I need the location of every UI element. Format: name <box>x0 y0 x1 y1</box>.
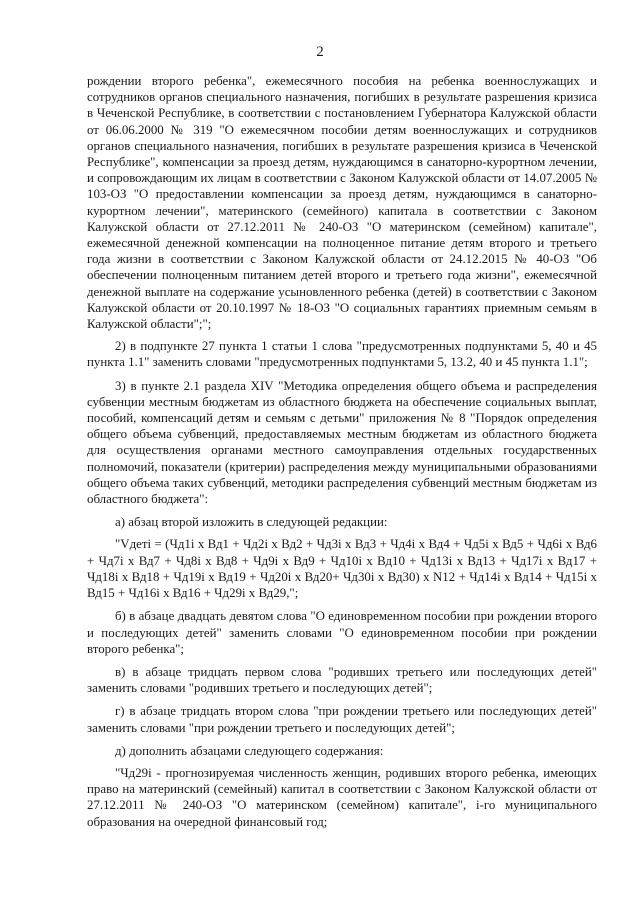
paragraph-item-3: 3) в пункте 2.1 раздела XIV "Методика определения общего объема и распределения субвенции местным бюджетам из областного бюджета на обеспечение социальных выплат, пособий, компенсаций детям и семьям с детьми" приложения № 8 "Порядок определения общего объема субвенций, предоставляемых местным бюджетам из областного бюджета для осуществления органами местного самоуправления отдельных государственных полномочий, показатели (критерии) распределения между муниципальными образованиями общего объема таких субвенций, методики распределения субвенций местным бюджетам из областного бюджета": <box>87 378 597 507</box>
paragraph-item-2: 2) в подпункте 27 пункта 1 статьи 1 слова "предусмотренных подпунктами 5, 40 и 45 пункта 1.1" заменить словами "предусмотренных подпунктами 5, 13.2, 40 и 45 пункта 1.1"; <box>87 339 597 370</box>
paragraph-subitem-d: д) дополнить абзацами следующего содержания: <box>115 743 384 758</box>
page-number: 2 <box>316 44 324 60</box>
paragraph-subitem-b: б) в абзаце двадцать девятом слова "О единовременном пособии при рождении второго и последующих детей" заменить словами "О единовременном пособии при рождении второго ребенка"; <box>87 609 597 656</box>
paragraph-subitem-g: г) в абзаце тридцать втором слова "при рождении третьего или последующих детей" заменить словами "при рождении третьего и последующих детей"; <box>87 704 597 735</box>
paragraph-subitem-v: в) в абзаце тридцать первом слова "родивших третьего или последующих детей" заменить словами "родивших третьего и последующих детей"; <box>87 664 597 696</box>
paragraph-definition-chd29: "Чд29і - прогнозируемая численность женщин, родивших второго ребенка, имеющих право на материнский (семейный) капитал в соответствии с Законом Калужской области от 27.12.2011 № 240-ОЗ "О материнском (семейном) капитале", і-го муниципального образования на очередной финансовый год; <box>87 765 597 829</box>
document-body <box>87 73 597 830</box>
paragraph-subitem-a: а) абзац второй изложить в следующей редакции: <box>115 515 388 530</box>
paragraph-formula: "Vдеті = (Чд1і х Вд1 + Чд2і х Вд2 + Чд3і х Вд3 + Чд4і х Вд4 + Чд5і х Вд5 + Чд6і х Вд6 + Чд7і х Вд7 + Чд8і х Вд8 + Чд9і х Вд9 + Чд10і х Вд10 + Чд13і х Вд13 + Чд17і х Вд17 + Чд18і х Вд18 + Чд19і х Вд19 + Чд20і х Вд20+ Чд30і х Вд30) х N12 + Чд14і х Вд14 + Чд15і х Вд15 + Чд16і х Вд16 + Чд29і х Вд29,"; <box>87 537 597 601</box>
paragraph-continuation: рождении второго ребенка", ежемесячного пособия на ребенка военнослужащих и сотрудников органов специального назначения, погибших в результате разрешения кризиса в Чеченской Республике, в соответствии с постановлением Губернатора Калужской области от 06.06.2000 № 319 "О ежемесячном пособии детям военнослужащих и сотрудников органов специального назначения, погибших в результате разрешения кризиса в Чеченской Республике", компенсации за проезд детям, нуждающимся в санаторно-курортном лечении, и сопровождающим их лицам в соответствии с Законом Калужской области от 14.07.2005 № 103-ОЗ "О предоставлении компенсации за проезд детям, нуждающимся в санаторно-курортном лечении", материнского (семейного) капитала в соответствии с Законом Калужской области от 27.12.2011 № 240-ОЗ "О материнском (семейном) капитале", ежемесячной денежной компенсации на полноценное питание детям второго и третьего года жизни в соответствии с Законом Калужской области от 24.12.2015 № 40-ОЗ "Об обеспечении полноценным питанием детей второго и третьего года жизни", ежемесячной денежной выплате на содержание усыновленного ребенка (детей) в соответствии с Законом Калужской области от 20.10.1997 № 18-ОЗ "О социальных гарантиях приемным семьям в Калужской области";"; <box>87 74 597 332</box>
